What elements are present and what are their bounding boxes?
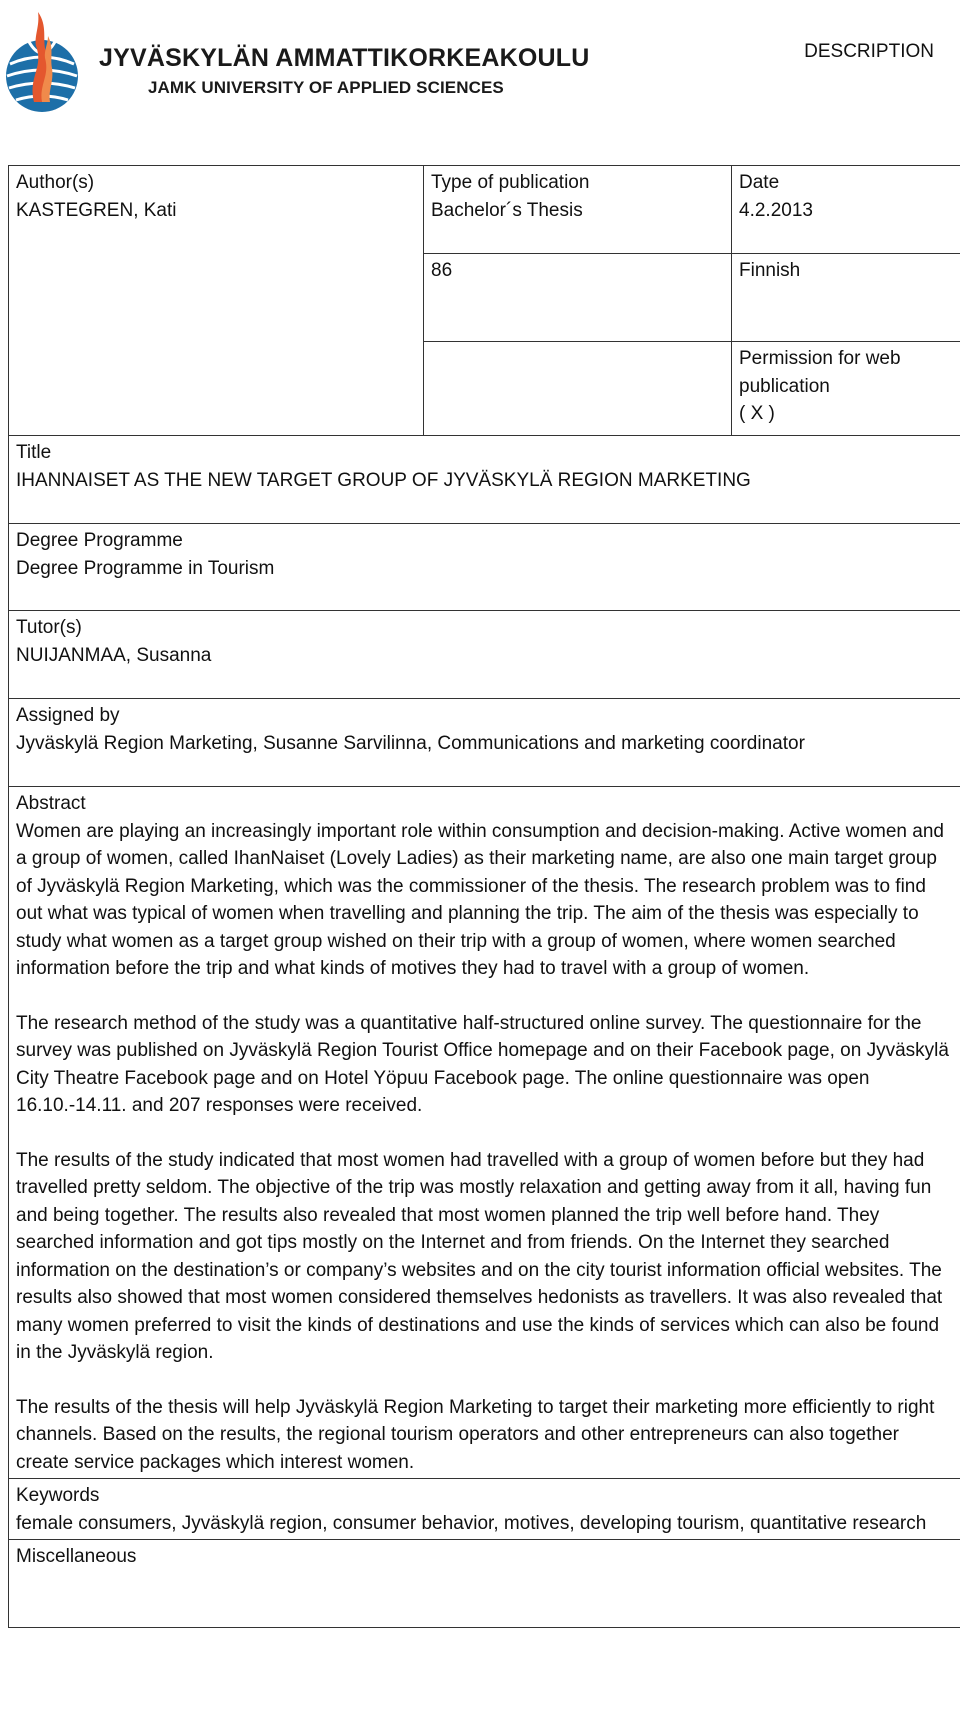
keywords-label: Keywords	[16, 1485, 100, 1506]
abstract-paragraph: The research method of the study was a quantitative half-structured online survey. The questionnaire for the survey was published on Jyväskylä Region Tourist Office homepage and on their Facebook page, on Jyväskylä City Theatre Facebook page and on Hotel Yöpuu Facebook page. The online questionnaire was open 16.10.-14.11. and 207 responses were received.	[16, 1012, 949, 1116]
date-cell	[732, 166, 960, 254]
keywords-cell	[9, 1479, 960, 1540]
university-name-finnish: JYVÄSKYLÄN AMMATTIKORKEAKOULU	[99, 44, 590, 72]
tutor-label: Tutor(s)	[16, 617, 82, 638]
language-value: Finnish	[739, 260, 801, 281]
description-form-table	[8, 165, 960, 1628]
tutor-value: NUIJANMAA, Susanna	[16, 644, 212, 666]
pages-cell	[424, 254, 732, 342]
date-label: Date	[739, 172, 780, 193]
keywords-value: female consumers, Jyväskylä region, consumer behavior, motives, developing tourism, quantitative research	[16, 1512, 927, 1534]
title-cell	[9, 436, 960, 524]
permission-label: Permission for web publication	[739, 348, 901, 397]
abstract-paragraph: The results of the study indicated that most women had travelled with a group of women before but they had travelled pretty seldom. The objective of the trip was mostly relaxation and getting away from it all, having fun and being together. The results also revealed that most women planned the trip well before hand. They searched information and got tips mostly on the Internet and from friends. On the Internet they searched information on the destination’s or company’s websites and on the city tourist information official websites. The results also showed that most women considered themselves hedonists as travellers. It was also revealed that many women preferred to visit the kinds of destinations and use the kinds of services which can also be found in the Jyväskylä region.	[16, 1149, 943, 1363]
assigned-cell	[9, 699, 960, 787]
pages-value: 86	[431, 260, 453, 281]
abstract-paragraph: Women are playing an increasingly important role within consumption and decision-making. Active women and a group of women, called IhanNaiset (Lovely Ladies) as their marketing name, are also one main target group of Jyväskylä Region Marketing, which was the commissioner of the thesis. The research problem was to find out what was typical of women when travelling and planning the trip. The aim of the thesis was especially to study what women as a target group wished on their trip with a group of women, where women searched information before the trip and what kinds of motives they had to travel with a group of women.	[16, 820, 944, 979]
title-label: Title	[16, 442, 52, 463]
abstract-label: Abstract	[16, 793, 86, 814]
permission-cell	[732, 342, 960, 436]
language-cell	[732, 254, 960, 342]
assigned-value: Jyväskylä Region Marketing, Susanne Sarvilinna, Communications and marketing coordinator	[16, 732, 805, 754]
miscellaneous-cell	[9, 1540, 960, 1628]
date-value: 4.2.2013	[739, 199, 813, 221]
publication-type-cell	[424, 166, 732, 254]
author-label: Author(s)	[16, 172, 95, 193]
jamk-flame-globe-logo-icon	[4, 6, 80, 114]
assigned-label: Assigned by	[16, 705, 120, 726]
abstract-cell	[9, 787, 960, 1479]
empty-cell	[424, 342, 732, 436]
abstract-paragraph: The results of the thesis will help Jyväskylä Region Marketing to target their marketing more efficiently to right channels. Based on the results, the regional tourism operators and other entrepreneurs can also together create service packages which interest women.	[16, 1396, 935, 1473]
tutor-cell	[9, 611, 960, 699]
publication-type-value: Bachelor´s Thesis	[431, 199, 583, 221]
document-type-heading: DESCRIPTION	[804, 41, 934, 62]
author-value: KASTEGREN, Kati	[16, 199, 177, 221]
thesis-title: IHANNAISET AS THE NEW TARGET GROUP OF JYVÄSKYLÄ REGION MARKETING	[16, 469, 751, 491]
degree-cell	[9, 524, 960, 611]
permission-value: ( X )	[739, 403, 775, 424]
degree-value: Degree Programme in Tourism	[16, 557, 275, 579]
degree-label: Degree Programme	[16, 530, 183, 551]
miscellaneous-label: Miscellaneous	[16, 1546, 137, 1567]
university-name-english: JAMK UNIVERSITY OF APPLIED SCIENCES	[148, 78, 504, 97]
author-cell	[9, 166, 424, 436]
publication-type-label: Type of publication	[431, 172, 590, 193]
